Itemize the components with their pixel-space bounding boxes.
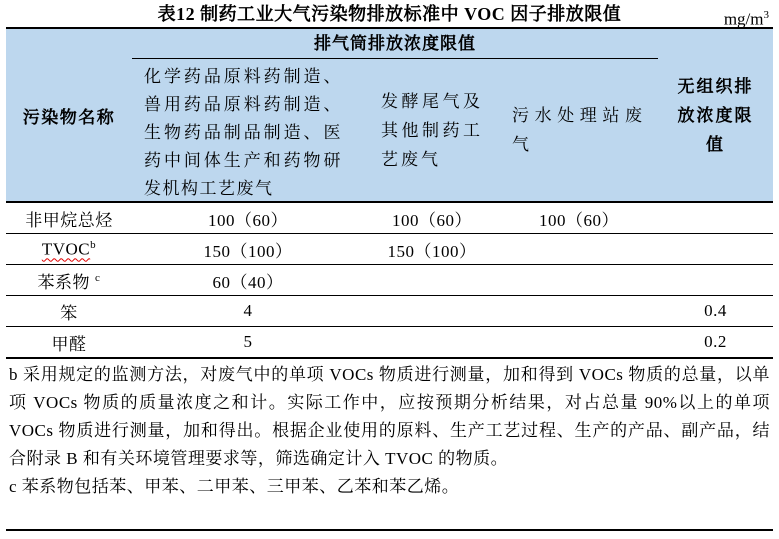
pollutant-name-cell: TVOC$^b$	[41, 238, 97, 259]
header-stack-emission-group: 排气筒排放浓度限值	[132, 29, 658, 59]
pollutant-name-cell: 非甲烷总烃	[25, 210, 113, 230]
pollutant-name-cell: 笨	[60, 303, 78, 323]
header-col-chemical-api: 化学药品原料药制造、兽用药品原料药制造、生物药品制品制造、医药中间体生产和药物研发机构工艺废气	[144, 67, 342, 198]
limit-value-cell: 150（100）	[387, 241, 477, 261]
voc-limits-table	[6, 27, 773, 359]
limit-value-cell: 60（40）	[212, 272, 284, 292]
limit-value-cell: 0.4	[704, 301, 727, 320]
page-title: 表12 制药工业大气污染物排放标准中 VOC 因子排放限值	[157, 4, 622, 24]
title-bar	[0, 2, 779, 27]
table-row	[6, 265, 773, 296]
footnote-marker: c	[95, 271, 101, 284]
limit-value-cell: 100（60）	[208, 210, 288, 230]
unit-superscript: 3	[763, 9, 769, 21]
header-col-fugitive-limit: 无组织排放浓度限值	[677, 76, 754, 154]
footnotes	[9, 361, 770, 501]
table-header	[6, 29, 773, 201]
table-row	[6, 327, 773, 359]
table-row	[6, 296, 773, 327]
footnote-c: c 苯系物包括苯、甲苯、二甲苯、三甲苯、乙苯和苯乙烯。	[9, 477, 460, 496]
pollutant-name-cell: 苯系物 $^c$	[37, 271, 101, 292]
header-col-fermentation: 发酵尾气及其他制药工艺废气	[381, 91, 483, 169]
limit-value-cell: 0.2	[704, 332, 727, 351]
table-body	[6, 201, 773, 359]
footnote-b: b 采用规定的监测方法，对废气中的单项 VOCs 物质进行测量，加和得到 VOCs 物质的总量，以单项 VOCs 物质的质量浓度之和计。实际工作中，应按预期分析结果，对占总量 90%以上的单项 VOCs 物质进行测量，加和得出。根据企业使用的原料、生产工艺过程、生产的产品、副产品，结合附录 B 和有关环境管理要求等，筛选确定计入 TVOC 的物质。	[9, 365, 770, 468]
limit-value-cell: 4	[243, 301, 253, 320]
pollutant-name-cell: 甲醛	[51, 334, 87, 354]
limit-value-cell: 150（100）	[203, 241, 293, 261]
table-row	[6, 234, 773, 265]
limit-value-cell: 100（60）	[392, 210, 472, 230]
bottom-rule	[6, 529, 773, 531]
footnote-marker: b	[90, 238, 97, 251]
table-row	[6, 203, 773, 234]
header-pollutant-name: 污染物名称	[22, 107, 116, 127]
limit-value-cell: 100（60）	[539, 210, 619, 230]
unit-label: $mg/m^3$	[723, 9, 769, 29]
header-col-wastewater-station: 污水处理站废气	[512, 106, 646, 154]
limit-value-cell: 5	[243, 332, 253, 351]
